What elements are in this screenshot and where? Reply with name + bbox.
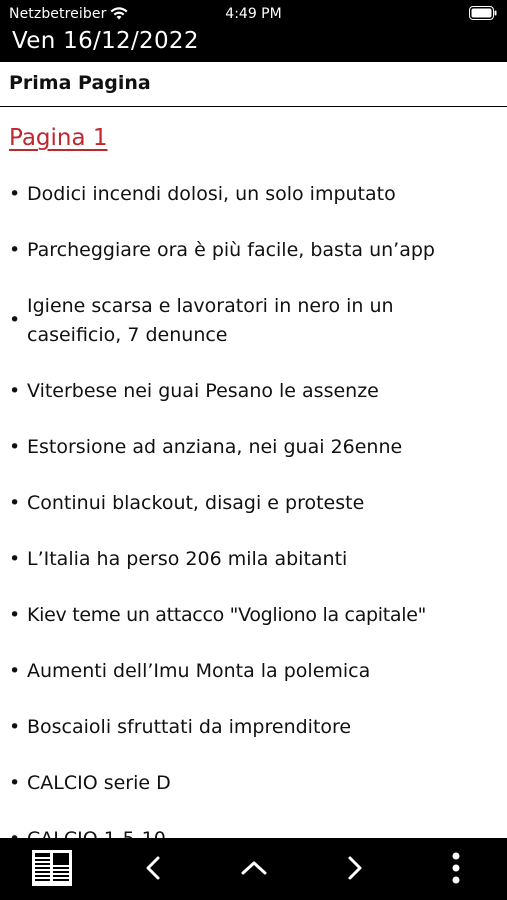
article-title: Viterbese nei guai Pesano le assenze [27,380,379,402]
article-list-container[interactable] [0,108,507,838]
status-bar [0,0,507,28]
more-vertical-icon [451,851,461,885]
list-item[interactable] [0,657,507,686]
chevron-right-icon [345,855,365,881]
list-item[interactable] [0,236,507,265]
article-title: L’Italia ha perso 206 mila abitanti [27,548,348,570]
list-item[interactable] [0,545,507,574]
bullet: • [9,436,21,458]
top-bar [0,0,507,62]
article-title: Igiene scarsa e lavoratori in nero in un caseificio, 7 denunce [27,295,394,346]
bottom-toolbar [0,838,507,900]
bullet: • [9,548,21,570]
bullet: • [9,716,21,738]
bullet: • [9,492,21,514]
edition-pages-button[interactable] [30,848,74,888]
list-item[interactable] [0,377,507,406]
bullet: • [9,183,21,205]
article-title: Estorsione ad anziana, nei guai 26enne [27,436,403,458]
bullet: • [9,309,21,331]
article-title: Aumenti dell’Imu Monta la polemica [27,660,371,682]
bullet: • [9,772,21,794]
bullet: • [9,604,21,626]
newspaper-icon [31,849,73,887]
section-header [0,62,507,107]
edition-date: Ven 16/12/2022 [12,28,199,54]
list-item[interactable] [0,292,507,350]
next-button[interactable] [333,848,377,888]
list-item[interactable] [0,713,507,742]
article-title: Kiev teme un attacco "Vogliono la capitale" [27,604,427,626]
scroll-up-button[interactable] [232,848,276,888]
article-title: CALCIO serie D [27,772,171,794]
chevron-left-icon [143,855,163,881]
battery-icon [469,6,497,20]
section-title: Prima Pagina [9,72,151,94]
list-item[interactable] [0,433,507,462]
list-item[interactable] [0,180,507,209]
previous-button[interactable] [131,848,175,888]
list-item[interactable] [0,601,507,630]
article-title: Continui blackout, disagi e proteste [27,492,365,514]
list-item[interactable] [0,769,507,798]
bullet: • [9,239,21,261]
more-options-button[interactable] [434,848,478,888]
bullet: • [9,660,21,682]
status-time: 4:49 PM [225,6,282,22]
article-title: Parcheggiare ora è più facile, basta un’app [27,239,435,261]
chevron-up-icon [240,858,268,878]
article-title: Dodici incendi dolosi, un solo imputato [27,183,396,205]
page-heading-link[interactable]: Pagina 1 [9,125,108,151]
article-list [0,180,507,881]
list-item[interactable] [0,489,507,518]
carrier-label: Netzbetreiber [9,6,107,22]
bullet: • [9,380,21,402]
article-title: Boscaioli sfruttati da imprenditore [27,716,352,738]
